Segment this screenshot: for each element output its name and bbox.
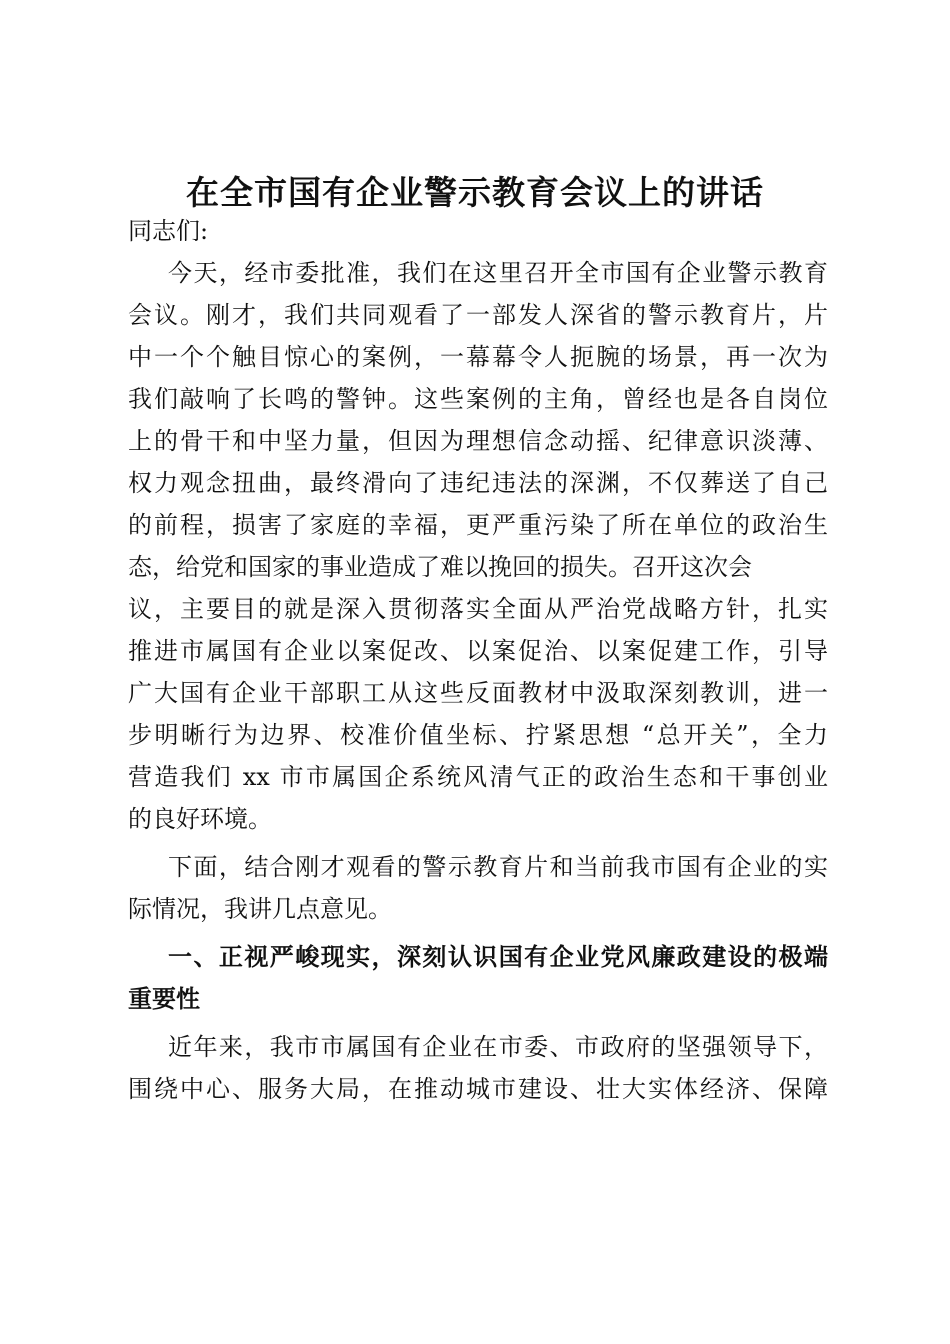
paragraph-3: [128, 1026, 828, 1110]
paragraph-line: 营造我们 xx 市市属国企系统风清气正的政治生态和干事创业: [128, 763, 828, 791]
paragraph-line: 权力观念扭曲，最终滑向了违纪违法的深渊，不仅葬送了自己: [128, 469, 828, 497]
paragraph-line: 议，主要目的就是深入贯彻落实全面从严治党战略方针，扎实: [128, 595, 828, 623]
paragraph-line: 近年来，我市市属国有企业在市委、市政府的坚强领导下，: [168, 1033, 828, 1061]
paragraph-line: 的良好环境。: [128, 805, 272, 833]
salutation: 同志们:: [128, 217, 209, 245]
paragraph-1: [128, 252, 828, 840]
paragraph-line: 围绕中心、服务大局，在推动城市建设、壮大实体经济、保障: [128, 1075, 828, 1103]
paragraph-line: 步明晰行为边界、校准价值坐标、拧紧思想 “总开关”，全力: [128, 721, 828, 749]
paragraph-line: 中一个个触目惊心的案例，一幕幕令人扼腕的场景，再一次为: [128, 343, 828, 371]
paragraph-line: 推进市属国有企业以案促改、以案促治、以案促建工作，引导: [128, 637, 828, 665]
heading-line: 一、正视严峻现实，深刻认识国有企业党风廉政建设的极端: [168, 943, 828, 971]
paragraph-line: 的前程，损害了家庭的幸福，更严重污染了所在单位的政治生: [128, 511, 828, 539]
paragraph-line: 上的骨干和中坚力量，但因为理想信念动摇、纪律意识淡薄、: [128, 427, 828, 455]
heading-line: 重要性: [128, 985, 200, 1013]
paragraph-line: 我们敲响了长鸣的警钟。这些案例的主角，曾经也是各自岗位: [128, 385, 828, 413]
paragraph-line: 广大国有企业干部职工从这些反面教材中汲取深刻教训，进一: [128, 679, 828, 707]
paragraph-line: 际情况，我讲几点意见。: [128, 895, 392, 923]
paragraph-2: [128, 846, 828, 930]
document-title: 在全市国有企业警示教育会议上的讲话: [186, 173, 764, 212]
section-heading-1: [128, 936, 828, 1020]
paragraph-line: 态，给党和国家的事业造成了难以挽回的损失。召开这次会: [128, 553, 752, 581]
paragraph-line: 会议。刚才，我们共同观看了一部发人深省的警示教育片，片: [128, 301, 828, 329]
paragraph-line: 今天，经市委批准，我们在这里召开全市国有企业警示教育: [168, 259, 828, 287]
paragraph-line: 下面，结合刚才观看的警示教育片和当前我市国有企业的实: [168, 853, 828, 881]
document-body: [128, 210, 828, 1110]
